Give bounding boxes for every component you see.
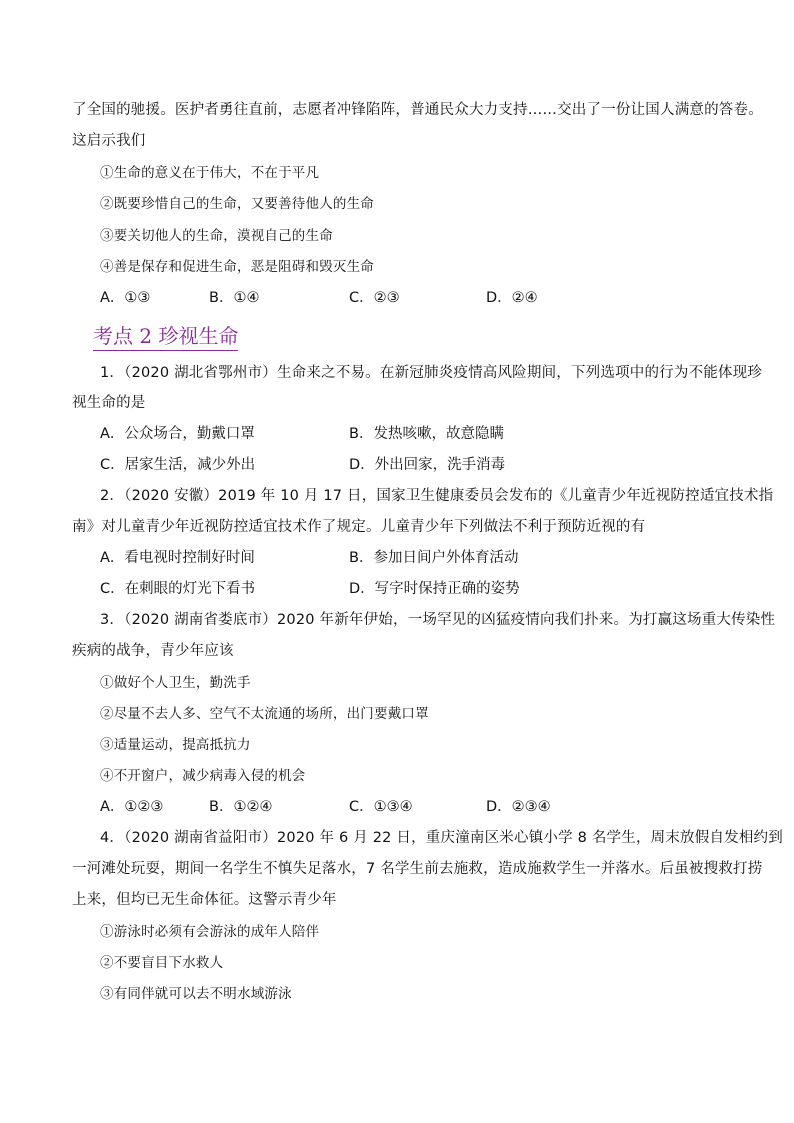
intro-option-b: B．①④ xyxy=(209,290,260,306)
q4-statement-1: ①游泳时必须有会游泳的成年人陪伴 xyxy=(100,924,320,940)
intro-statement-2: ②既要珍惜自己的生命，又要善待他人的生命 xyxy=(100,196,374,212)
intro-statement-4: ④善是保存和促进生命，恶是阻碍和毁灭生命 xyxy=(100,259,374,275)
q4-statement-3: ③有同伴就可以去不明水域游泳 xyxy=(100,986,292,1002)
q1-option-c: C．居家生活，减少外出 xyxy=(100,457,256,473)
q3-line-1: 3．（2020 湖南省娄底市）2020 年新年伊始，一场罕见的凶猛疫情向我们扑来。为打赢这场重大传染性 xyxy=(100,612,776,628)
q2-option-a: A．看电视时控制好时间 xyxy=(100,550,255,566)
q4-line-3: 上来，但均已无生命体征。这警示青少年 xyxy=(72,892,337,908)
q3-statement-1: ①做好个人卫生，勤洗手 xyxy=(100,675,251,691)
q1-option-b: B．发热咳嗽，故意隐瞒 xyxy=(349,426,504,442)
intro-statement-3: ③要关切他人的生命，漠视自己的生命 xyxy=(100,228,333,244)
q2-line-1: 2．（2020 安徽）2019 年 10 月 17 日，国家卫生健康委员会发布的《儿童青少年近视防控适宜技术指 xyxy=(100,488,774,504)
intro-line-1: 了全国的驰援。医护者勇往直前，志愿者冲锋陷阵，普通民众大力支持……交出了一份让国人满意的答卷。 xyxy=(72,102,763,118)
q1-line-2: 视生命的是 xyxy=(72,395,146,411)
q4-statement-2: ②不要盲目下水救人 xyxy=(100,955,224,971)
intro-line-2: 这启示我们 xyxy=(72,133,146,149)
intro-option-a: A．①③ xyxy=(100,290,151,306)
intro-option-c: C．②③ xyxy=(349,290,400,306)
q1-option-d: D．外出回家，洗手消毒 xyxy=(349,457,506,473)
q2-line-2: 南》对儿童青少年近视防控适宜技术作了规定。儿童青少年下列做法不利于预防近视的有 xyxy=(72,519,646,535)
intro-statement-1: ①生命的意义在于伟大，不在于平凡 xyxy=(100,165,320,181)
q2-option-d: D．写字时保持正确的姿势 xyxy=(349,581,520,597)
q2-option-b: B．参加日间户外体育活动 xyxy=(349,550,519,566)
intro-option-d: D．②④ xyxy=(486,290,538,306)
q3-option-b: B．①②④ xyxy=(209,799,273,815)
q1-option-a: A．公众场合，勤戴口罩 xyxy=(100,426,255,442)
q3-option-a: A．①②③ xyxy=(100,799,164,815)
q3-statement-4: ④不开窗户，减少病毒入侵的机会 xyxy=(100,768,306,784)
q3-statement-3: ③适量运动，提高抵抗力 xyxy=(100,737,251,753)
q3-option-c: C．①③④ xyxy=(349,799,413,815)
q2-option-c: C．在刺眼的灯光下看书 xyxy=(100,581,256,597)
q4-line-2: 一河滩处玩耍，期间一名学生不慎失足落水，7 名学生前去施救，造成施救学生一并落水。后虽被搜救打捞 xyxy=(72,861,763,877)
q3-option-d: D．②③④ xyxy=(486,799,551,815)
q4-line-1: 4．（2020 湖南省益阳市）2020 年 6 月 22 日，重庆潼南区米心镇小学 8 名学生，周末放假自发相约到 xyxy=(100,830,783,846)
section-heading: 考点 2 珍视生命 xyxy=(93,322,238,351)
q3-line-2: 疾病的战争，青少年应该 xyxy=(72,643,234,659)
q3-statement-2: ②尽量不去人多、空气不太流通的场所，出门要戴口罩 xyxy=(100,706,429,722)
q1-line-1: 1．（2020 湖北省鄂州市）生命来之不易。在新冠肺炎疫情高风险期间，下列选项中的行为不能体现珍 xyxy=(100,365,763,381)
